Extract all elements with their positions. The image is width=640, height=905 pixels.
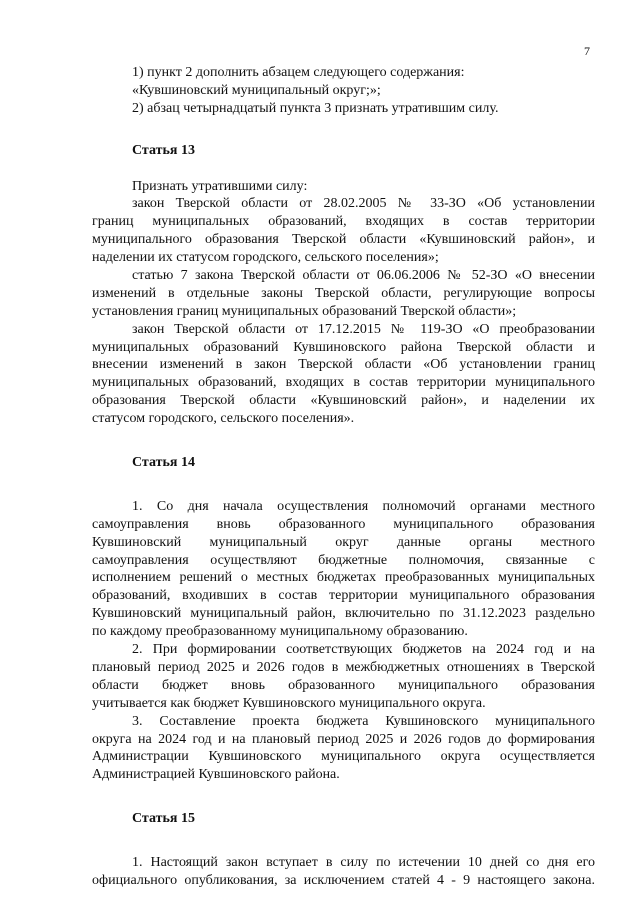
text-line: муниципального образования Тверской области «Кувшиновский район», и xyxy=(92,232,595,248)
text-line: внесении изменений в закон Тверской области «Об установлении границ xyxy=(92,357,595,373)
amendment-block xyxy=(92,64,595,118)
text-line: муниципальных образований Кувшиновского района Тверской области и xyxy=(92,339,595,355)
text-line: закон Тверской области от 17.12.2015 № 119-ЗО «О преобразовании xyxy=(132,321,595,337)
text-line: 3. Составление проекта бюджета Кувшиновского муниципального xyxy=(132,713,595,729)
article-13-heading: Статья 13 xyxy=(132,142,195,158)
text-line: Администрации Кувшиновского муниципального округа осуществляется xyxy=(92,749,595,765)
text-line: 1. Со дня начала осуществления полномочий органами местного xyxy=(132,498,595,514)
text-line: округа на 2024 год и на плановый период 2025 и 2026 годов до формирования xyxy=(92,731,595,747)
text-line: 1. Настоящий закон вступает в силу по истечении 10 дней со дня его xyxy=(132,855,595,871)
text-line: по каждому преобразованному муниципальному образованию. xyxy=(92,624,468,640)
text-line: закон Тверской области от 28.02.2005 № 33-ЗО «Об установлении xyxy=(132,196,595,212)
text-line: образования Тверской области «Кувшиновский район», и наделении их xyxy=(92,393,595,409)
text-line: Признать утратившими силу: xyxy=(132,178,308,194)
text-line: 2. При формировании соответствующих бюджетов на 2024 год и на xyxy=(132,642,595,658)
article-13-body xyxy=(92,178,595,428)
text-line: исполнением решений о местных бюджетах преобразованных муниципальных xyxy=(92,570,595,586)
text-line: изменений в отдельные законы Тверской области, регулирующие вопросы xyxy=(92,285,595,301)
text-line: 1) пункт 2 дополнить абзацем следующего содержания: xyxy=(132,65,465,80)
text-line: Кувшиновский муниципальный округ данные органы местного xyxy=(92,534,595,550)
text-line: наделении их статусом городского, сельского поселения»; xyxy=(92,250,439,266)
article-14-heading: Статья 14 xyxy=(132,455,195,471)
text-line: муниципальных образований, входящих в состав территории муниципального xyxy=(92,375,595,391)
text-line: «Кувшиновский муниципальный округ;»; xyxy=(132,82,381,98)
article-15-body xyxy=(92,854,595,890)
article-14-body xyxy=(92,498,595,784)
article-15-heading: Статья 15 xyxy=(132,811,195,827)
text-line: границ муниципальных образований, входящих в состав территории xyxy=(92,214,595,230)
page-number: 7 xyxy=(584,44,590,58)
text-line: 2) абзац четырнадцатый пункта 3 признать утратившим силу. xyxy=(132,100,499,116)
text-line: области бюджет вновь образованного муниципального образования xyxy=(92,677,595,693)
text-line: плановый период 2025 и 2026 годов в межбюджетных отношениях в Тверской xyxy=(92,659,595,675)
text-line: самоуправления вновь образованного муниципального образования xyxy=(92,516,595,532)
text-line: образований, входивших в состав территории муниципального образования xyxy=(92,588,595,604)
text-line: установления границ муниципальных образований Тверской области»; xyxy=(92,303,517,319)
text-line: статью 7 закона Тверской области от 06.06.2006 № 52-ЗО «О внесении xyxy=(132,268,595,284)
text-line: учитывается как бюджет Кувшиновского муниципального округа. xyxy=(92,695,486,711)
text-line: статусом городского, сельского поселения». xyxy=(92,411,355,427)
text-line: самоуправления осуществляют бюджетные полномочия, связанные с xyxy=(92,552,595,568)
text-line: официального опубликования, за исключением статей 4 - 9 настоящего закона. xyxy=(92,872,595,888)
text-line: Администрацией Кувшиновского района. xyxy=(92,767,340,783)
text-line: Кувшиновский муниципальный район, включительно по 31.12.2023 раздельно xyxy=(92,606,595,622)
document-body xyxy=(92,64,595,890)
